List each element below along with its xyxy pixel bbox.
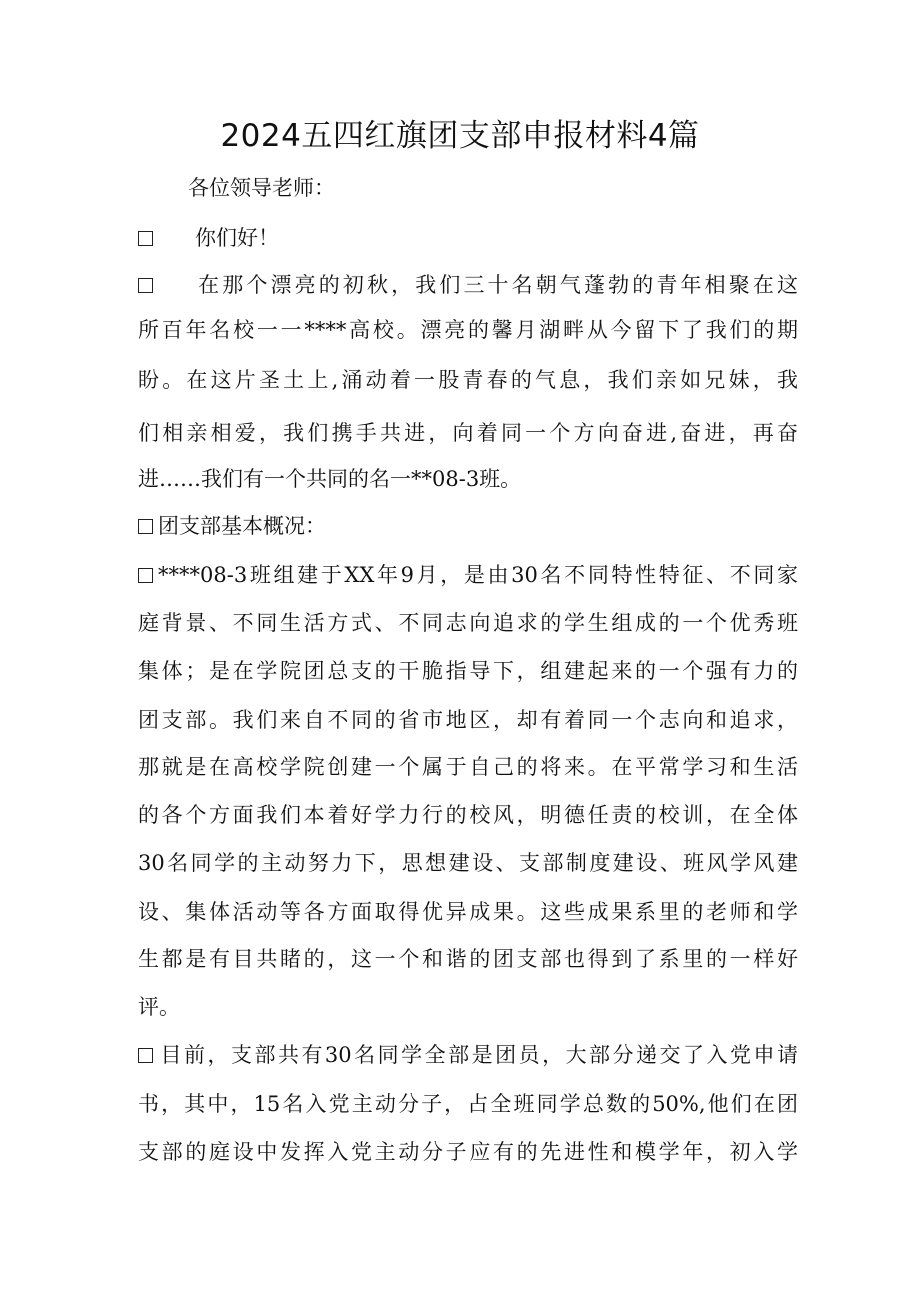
greeting-text: 你们好！ (195, 226, 279, 250)
checkbox-glyph-icon (138, 519, 153, 534)
paragraph2-line: 30名同学的主动努力下，思想建设、支部制度建设、班风学风建 (138, 851, 798, 875)
paragraph2-line: 的各个方面我们本着好学力行的校风，明德任责的校训，在全体 (138, 803, 798, 827)
checkbox-glyph-icon (138, 278, 153, 293)
paragraph2-line: 设、集体活动等各方面取得优异成果。这些成果系里的老师和学 (138, 900, 798, 924)
section-heading-line (138, 511, 798, 541)
document-title: 2024五四红旗团支部申报材料4篇 (220, 118, 700, 154)
paragraph2-line: 庭背景、不同生活方式、不同志向追求的学生组成的一个优秀班 (138, 611, 798, 635)
paragraph1-line: 所百年名校一一****高校。漂亮的馨月湖畔从今留下了我们的期 (138, 318, 798, 342)
paragraph3-line: 书，其中，15名入党主动分子，占全班同学总数的50%,他们在团 (138, 1092, 798, 1116)
salutation: 各位领导老师： (188, 176, 335, 200)
paragraph1-line (138, 270, 798, 300)
paragraph2-line: 集体；是在学院团总支的干脆指导下，组建起来的一个强有力的 (138, 659, 798, 683)
paragraph2-line: 评。 (138, 995, 180, 1019)
paragraph2-line: 团支部。我们来自不同的省市地区，却有着同一个志向和追求， (138, 708, 798, 732)
paragraph1-line: 进……我们有一个共同的名一**08-3班。 (138, 467, 522, 491)
paragraph3-line: 支部的庭设中发挥入党主动分子应有的先进性和模学年，初入学 (138, 1140, 798, 1164)
paragraph1-line: 们相亲相爱，我们携手共进，向着同一个方向奋进,奋进，再奋 (138, 421, 798, 445)
paragraph2-line: 生都是有目共睹的，这一个和谐的团支部也得到了系里的一样好 (138, 947, 798, 971)
section-heading: 团支部基本概况： (158, 514, 326, 538)
checkbox-glyph-icon (138, 231, 153, 246)
greeting-line (138, 223, 798, 253)
paragraph2-text: ****08-3班组建于XX年9月，是由30名不同特性特征、不同家 (158, 563, 798, 587)
checkbox-glyph-icon (138, 568, 153, 583)
checkbox-glyph-icon (138, 1048, 153, 1063)
paragraph1-text: 在那个漂亮的初秋，我们三十名朝气蓬勃的青年相聚在这 (195, 273, 798, 297)
paragraph1-line: 盼。在这片圣土上,涌动着一股青春的气息，我们亲如兄妹，我 (138, 368, 798, 392)
paragraph2-line (138, 560, 798, 590)
paragraph3-line (138, 1040, 798, 1070)
paragraph3-text: 目前，支部共有30名同学全部是团员，大部分递交了入党申请 (158, 1043, 798, 1067)
paragraph2-line: 那就是在高校学院创建一个属于自己的将来。在平常学习和生活 (138, 755, 798, 779)
